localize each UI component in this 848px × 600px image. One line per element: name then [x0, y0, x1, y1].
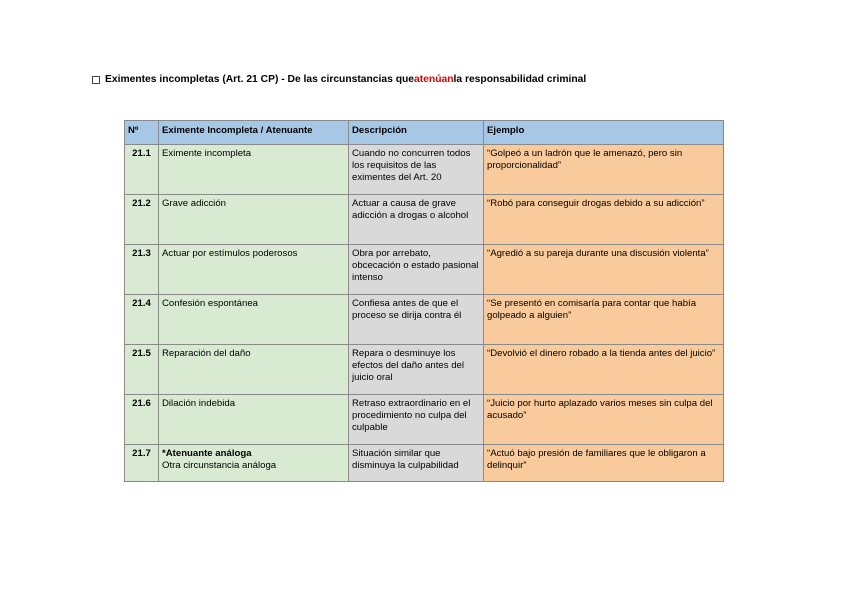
row-example: “Devolvió el dinero robado a la tienda antes del juicio” [484, 345, 724, 395]
header-num: Nº [125, 121, 159, 145]
row-example: “Se presentó en comisaría para contar que había golpeado a alguien” [484, 295, 724, 345]
row-name: Reparación del daño [159, 345, 349, 395]
header-desc: Descripción [349, 121, 484, 145]
row-name: Actuar por estímulos poderosos [159, 245, 349, 295]
row-desc: Situación similar que disminuya la culpabilidad [349, 445, 484, 482]
table-row [125, 195, 724, 245]
table-row [125, 295, 724, 345]
checkbox-icon[interactable] [92, 76, 100, 84]
section-heading [92, 74, 586, 85]
row-name-bold: *Atenuante análoga [162, 448, 252, 459]
row-num: 21.3 [125, 245, 159, 295]
row-name: Confesión espontánea [159, 295, 349, 345]
row-desc: Repara o desminuye los efectos del daño antes del juicio oral [349, 345, 484, 395]
row-example: “Golpeó a un ladrón que le amenazó, pero sin proporcionalidad” [484, 145, 724, 195]
row-desc: Retraso extraordinario en el procedimiento no culpa del culpable [349, 395, 484, 445]
table-row [125, 145, 724, 195]
table-row [125, 395, 724, 445]
row-num: 21.6 [125, 395, 159, 445]
atenuantes-table [124, 120, 724, 482]
row-desc: Obra por arrebato, obcecación o estado pasional intenso [349, 245, 484, 295]
header-example: Ejemplo [484, 121, 724, 145]
row-example: “Actuó bajo presión de familiares que le obligaron a delinquir” [484, 445, 724, 482]
heading-prefix: Eximentes incompletas (Art. 21 CP) - De las circunstancias que [105, 74, 415, 85]
row-name: Eximente incompleta [159, 145, 349, 195]
row-num: 21.1 [125, 145, 159, 195]
table-header-row [125, 121, 724, 145]
header-name: Exime​nte Incompleta / Atenuante [159, 121, 349, 145]
row-desc: Cuando no concurren todos los requisitos de las eximentes del Art. 20 [349, 145, 484, 195]
row-name: Dilación indebida [159, 395, 349, 445]
heading-highlight: atenúan [414, 74, 454, 85]
row-desc: Confiesa antes de que el proceso se dirija contra él [349, 295, 484, 345]
heading-suffix: la responsabilidad criminal [453, 74, 587, 85]
row-example: “Robó para conseguir drogas debido a su adicción” [484, 195, 724, 245]
row-example: “Agredió a su pareja durante una discusión violenta” [484, 245, 724, 295]
row-desc: Actuar a causa de grave adicción a drogas o alcohol [349, 195, 484, 245]
row-num: 21.7 [125, 445, 159, 482]
row-name: Grave adicción [159, 195, 349, 245]
row-num: 21.2 [125, 195, 159, 245]
table-row [125, 445, 724, 482]
row-num: 21.4 [125, 295, 159, 345]
table-row [125, 245, 724, 295]
table-row [125, 345, 724, 395]
row-name: Otra circunstancia análoga [162, 460, 277, 471]
row-num: 21.5 [125, 345, 159, 395]
row-name-cell [159, 445, 349, 482]
row-example: “Juicio por hurto aplazado varios meses sin culpa del acusado” [484, 395, 724, 445]
